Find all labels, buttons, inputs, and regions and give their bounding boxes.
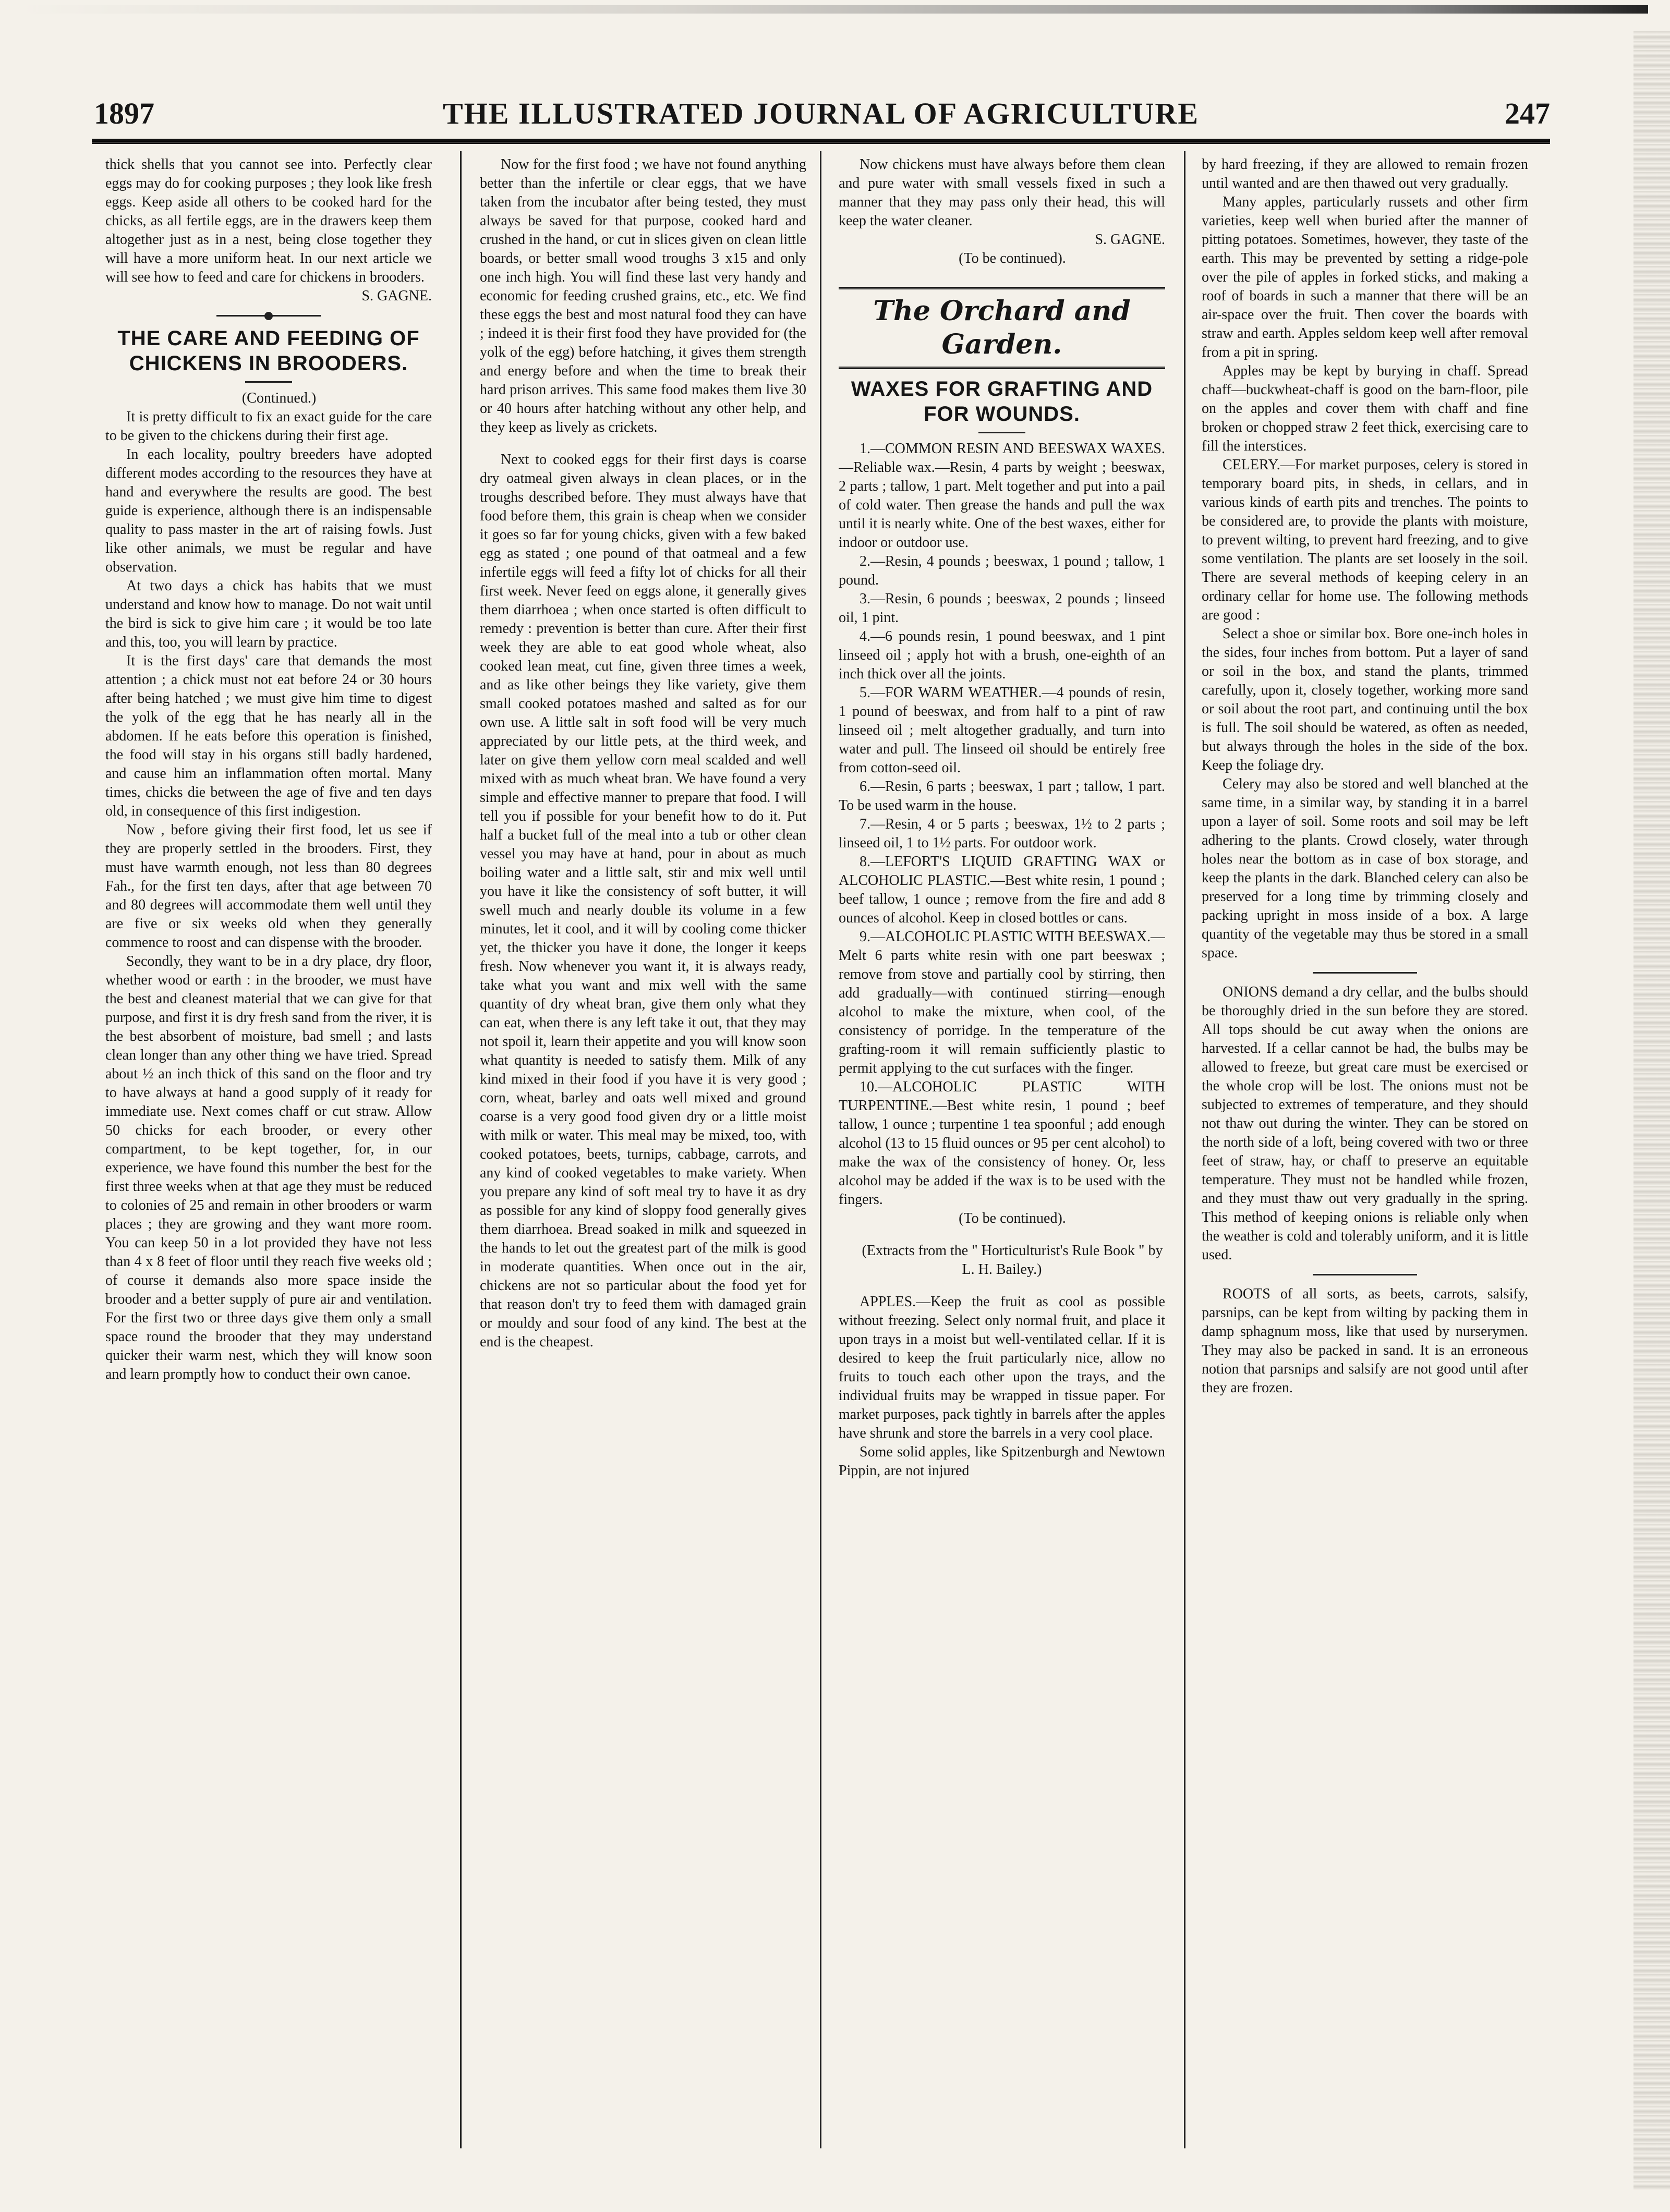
scan-top-edge: [21, 5, 1648, 14]
header-rule: [92, 139, 1550, 144]
column-4: [1202, 155, 1528, 2147]
journal-title: THE ILLUSTRATED JOURNAL OF AGRICULTURE: [442, 96, 1200, 130]
article-headline: THE CARE AND FEEDING OF CHICKENS IN BROODERS.: [117, 327, 420, 375]
column-1: [105, 155, 432, 2147]
paragraph: Many apples, particularly russets and other firm varieties, keep well when buried after the manner of pitting potatoes. Sometimes, however, they taste of the earth. This may be prevented by setting a ridge-pole over the pile of apples in forked sticks, and making a roof of boards in such a manner that there will be an air-space over the fruit. Then cover the boards with straw and earth. Apples seldom keep well after removal from a pit in spring.: [1202, 194, 1528, 360]
separator-ornament: [264, 312, 273, 320]
paragraph: It is the first days' care that demands the most attention ; a chick must not eat before 24 or 30 hours after being hatched ; we must give him time to digest the yolk of the egg that he has nearly all in the abdomen. If he eats before this operation is finished, the food will stay in his organs still badly hardened, and cause him an inflammation often mortal. Many times, chicks die between the age of five and ten days old, in consequence of this first indigestion.: [105, 653, 432, 819]
paragraph: ROOTS of all sorts, as beets, carrots, salsify, parsnips, can be kept from wilting by packing them in damp sphagnum moss, like that used by nurserymen. They may also be packed in sand. It is an erroneous notion that parsnips and salsify are not good until after they are frozen.: [1202, 1286, 1528, 1396]
paragraph: ONIONS demand a dry cellar, and the bulbs should be thoroughly dried in the sun before they are stored. All tops should be cut away when the onions are harvested. If a cellar cannot be had, the bulbs may be allowed to freeze, but great care must be exercised or the whole crop will be lost. The onions must not be subjected to extremes of temperature, and they should not thaw out during the winter. They can be stored on the north side of a loft, being covered with two or three feet of straw, hay, or chaff to preserve an equitable temperature. They must not be handled while frozen, and they must thaw out very gradually in the spring. This method of keeping onions is reliable only when the weather is cold and tolerably uniform, and it is little used.: [1202, 984, 1528, 1263]
section-heading: The Orchard and Garden.: [839, 287, 1165, 369]
column-divider: [820, 151, 821, 2148]
spacer: [480, 437, 806, 451]
paragraph: Now for the first food ; we have not found anything better than the infertile or clear eggs, that we have taken from the incubator after being tested, they must always be saved for that purpose, cooked hard and crushed in the hand, or cut in slices given on clean little boards, or better small wood troughs 3 x15 and only one inch high. You will find these last very handy and economic for feeding crushed grains, etc., etc. We find these eggs the best and most natural food they can have ; indeed it is their first food they have provided for (the yolk of the egg) before hatching, it gives them strength and energy before and when the time to break their hard prison arrives. This same food makes them live 30 or 40 hours after hatching without any other help, and they keep as lively as crickets.: [480, 156, 806, 435]
paragraph: CELERY.—For market purposes, celery is stored in temporary board pits, in sheds, in cellars, and in various kinds of earth pits and trenches. The points to be considered are, to provide the plants with moisture, to prevent wilting, to prevent hard freezing, and to give some ventilation. The plants are set loosely in the soil. There are several methods of keeping celery in an ordinary cellar for home use. The following methods are good :: [1202, 457, 1528, 623]
paragraph: Secondly, they want to be in a dry place, dry floor, whether wood or earth : in the brooder, we must have the best and cleanest material that we can give for that purpose, and first it is dry fresh sand from the river, it is the best absorbent of moisture, bad smell ; and lasts clean longer than any other thing we have tried. Spread about ½ an inch thick of this sand on the floor and try to have always at hand a good supply of it ready for immediate use. Next comes chaff or cut straw. Allow 50 chicks for each brooder, or every other compartment, to be kept together, for, in our experience, we have found this number the best for the first three weeks when at that age they must be reduced to colonies of 25 and remain in other brooders or warm places ; they are growing and they want more room. You can keep 50 in a lot provided they have not less than 4 x 8 feet of floor until they reach five weeks old ; of course it demands also more space inside the brooder and a better supply of pure air and ventilation. For the first two or three days give them only a small space round the brooder that they may understand quicker their warm nest, which they will know soon and learn promptly how to conduct their own canoe.: [105, 953, 432, 1382]
note-line: (To be continued).: [959, 250, 1066, 266]
short-rule: [978, 432, 1025, 433]
paragraph: by hard freezing, if they are allowed to remain frozen until wanted and are then thawed out very gradually.: [1202, 156, 1528, 191]
column-3: [839, 155, 1165, 2147]
column-divider: [1184, 151, 1185, 2148]
paragraph: 3.—Resin, 6 pounds ; beeswax, 2 pounds ; linseed oil, 1 pint.: [839, 591, 1165, 626]
paragraph: 5.—FOR WARM WEATHER.—4 pounds of resin, 1 pound of beeswax, and from half to a pint of raw linseed oil ; melt altogether gradually, and turn into water and pull. The linseed oil should be entirely free from cotton-seed oil.: [839, 685, 1165, 776]
paragraph: APPLES.—Keep the fruit as cool as possible without freezing. Select only normal fruit, and place it upon trays in a moist but well-ventilated cellar. If it is desired to keep the fruit particularly nice, allow no fruits to touch each other upon the trays, and the individual fruits may be wrapped in tissue paper. For market purposes, pack tightly in barrels after the apples have shrunk and store the barrels in a very cool place.: [839, 1294, 1165, 1441]
note-line: (Extracts from the " Horticulturist's Rule Book " by L. H. Bailey.): [862, 1243, 1163, 1278]
paragraph: 10.—ALCOHOLIC PLASTIC WITH TURPENTINE.—Best white resin, 1 pound ; beef tallow, 1 ounce ; turpentine 1 tea spoonful ; add enough alcohol (13 to 15 fluid ounces or 95 per cent alcohol) to make the wax of the consistency of honey. Or, less alcohol may be added if the wax is to be used with the fingers.: [839, 1079, 1165, 1208]
note-line: (To be continued).: [959, 1210, 1066, 1226]
paragraph: Select a shoe or similar box. Bore one-inch holes in the sides, four inches from bottom. Put a layer of sand or soil in the box, and stand the plants, trimmed carefully, upon it, closely together, working more sand or soil about the root part, and continuing until the box is full. The soil should be watered, as often as needed, but always through the holes in the side of the box. Keep the foliage dry.: [1202, 626, 1528, 773]
short-rule: [245, 381, 292, 383]
article-headline: WAXES FOR GRAFTING AND FOR WOUNDS.: [851, 378, 1153, 426]
paragraph: In each locality, poultry breeders have adopted different modes according to the resources they have at hand and everywhere the results are good. The best guide is experience, although there is an indispensable quality to pass master in the art of raising fowls. Just like other animals, we must be regular and have observation.: [105, 446, 432, 575]
page-number: 247: [1505, 96, 1550, 130]
paragraph: 1.—COMMON RESIN AND BEESWAX WAXES.—Reliable wax.—Resin, 4 parts by weight ; beeswax, 2 parts ; tallow, 1 part. Melt together and put into a pail of cold water. Then grease the hands and pull the wax until it is nearly white. One of the best waxes, either for indoor or outdoor use.: [839, 441, 1165, 551]
page-year: 1897: [94, 96, 154, 130]
paragraph: thick shells that you cannot see into. Perfectly clear eggs may do for cooking purposes ; they look like fresh eggs. Keep aside all others to be cooked hard for the chicks, as all fertile eggs, are in the drawers keep them altogether just as in a nest, being close together they will have a more uniform heat. In our next article we will see how to feed and care for chickens in brooders.: [105, 156, 432, 285]
spacer: [839, 1279, 1165, 1293]
article-separator: [1313, 972, 1417, 974]
article-separator: [216, 315, 321, 317]
paragraph: 7.—Resin, 4 or 5 parts ; beeswax, 1½ to 2 parts ; linseed oil, 1 to 1½ parts. For outdoor work.: [839, 816, 1165, 851]
paragraph: Now , before giving their first food, let us see if they are properly settled in the brooders. First, they must have warmth enough, not less than 80 degrees Fah., for the first ten days, after that age between 70 and 80 degrees will accommodate them well until they are five or six weeks old when they generally commence to roost and can dispense with the brooder.: [105, 822, 432, 951]
author-signature: S. GAGNE.: [1095, 232, 1165, 248]
article-separator: [1313, 1274, 1417, 1275]
column-divider: [460, 151, 462, 2148]
paragraph: Celery may also be stored and well blanched at the same time, in a similar way, by standing it in a barrel upon a layer of soil. Some roots and soil may be left adhering to the plants. Crowd closely, water through holes near the bottom as in case of box storage, and keep the plants in the dark. Blanched celery can also be preserved for a long time by trimming closely and packing upright in moss inside of a box. A large quantity of the vegetable may thus be stored in a small space.: [1202, 776, 1528, 961]
author-signature: S. GAGNE.: [361, 288, 432, 304]
paragraph: 6.—Resin, 6 parts ; beeswax, 1 part ; tallow, 1 part. To be used warm in the house.: [839, 779, 1165, 813]
masthead: [92, 93, 1550, 135]
paragraph: It is pretty difficult to fix an exact guide for the care to be given to the chickens during their first age.: [105, 409, 432, 444]
paragraph: 9.—ALCOHOLIC PLASTIC WITH BEESWAX.—Melt 6 parts white resin with one part beeswax ; remove from stove and partially cool by stirring, then add gradually—with continued stirring—enough alcohol to make the mixture, when cool, of the consistency of porridge. In the temperature of the grafting-room it will remain sufficiently plastic to permit applying to the cut surfaces with the finger.: [839, 929, 1165, 1076]
scan-right-edge: [1633, 31, 1670, 2190]
paragraph: 2.—Resin, 4 pounds ; beeswax, 1 pound ; tallow, 1 pound.: [839, 553, 1165, 588]
paragraph: Apples may be kept by burying in chaff. Spread chaff—buckwheat-chaff is good on the barn-floor, pile on the apples and cover them with chaff and fine broken or chopped straw 2 feet thick, exercising care to fill the interstices.: [1202, 363, 1528, 454]
paragraph: Next to cooked eggs for their first days is coarse dry oatmeal given always in clean places, or in the troughs described before. They must always have that food before them, this grain is cheap when we consider it goes so far for young chicks, given with a few baked egg as stated ; one pound of that oatmeal and a few infertile eggs will feed a fifty lot of chicks for all their first week. Never feed on eggs alone, it generally gives them diarrhoea ; when once started is often difficult to remedy : prevention is better than cure. After their first week they are able to eat good whole wheat, also cooked lean meat, cut fine, given three times a week, and as like other beings they like variety, give them small cooked potatoes mashed and salted as for our own use. A little salt in soft food will be very much appreciated by our little pets, at the third week, and later on give them yellow corn meal scalded and well mixed with as much wheat bran. We have found a very simple and effective manner to prepare that food. I will tell you if possible for your benefit how to do it. Put half a bucket full of the meal into a tub or other clean vessel you may have at hand, pour in about as much boiling water and a little salt, stir and mix well until you have it like the consistency of soft butter, it will swell much and nearly double its volume in a few minutes, let it cool, and it will by cooling come thicker yet, the thicker you have it done, the longer it keeps fresh. Now whenever you want it, it is always ready, take what you want and mix well with the same quantity of dry wheat bran, give them only what they can eat, when there is any left take it out, that they may not spoil it, learn their appetite and you will know soon what quantity is needed to satisfy them. Milk of any kind mixed in their food if you have it is very good ; corn, wheat, barley and oats well mixed and ground coarse is a very good food given dry or a little moist with milk or water. This meal may be mixed, too, with cooked potatoes, beets, turnips, cabbage, carrots, and any kind of cooked vegetables to make variety. When you prepare any kind of soft meal try to have it as dry as possible for any kind of sloppy food generally gives them diarrhoea. Bread soaked in milk and squeezed in the hands to let out the greatest part of the milk is good in moderate quantities. When once out in the air, chickens are not so particular about the food yet for that reason don't try to feed them with damaged grain or mouldy and sour food of any kind. The best at the end is the cheapest.: [480, 452, 806, 1350]
spacer: [839, 1228, 1165, 1242]
paragraph: 8.—LEFORT'S LIQUID GRAFTING WAX or ALCOHOLIC PLASTIC.—Best white resin, 1 pound ; beef tallow, 1 ounce ; remove from the fire and add 8 ounces of alcohol. Keep in closed bottles or cans.: [839, 854, 1165, 926]
paragraph: 4.—6 pounds resin, 1 pound beeswax, and 1 pint linseed oil ; apply hot with a brush, one-eighth of an inch thick over all the joints.: [839, 628, 1165, 682]
paragraph: Some solid apples, like Spitzenburgh and Newtown Pippin, are not injured: [839, 1444, 1165, 1479]
spacer: [839, 268, 1165, 282]
column-2: [480, 155, 806, 2147]
paragraph: Now chickens must have always before them clean and pure water with small vessels fixed in such a manner that they may pass only their head, this will keep the water cleaner.: [839, 156, 1165, 229]
note-line: (Continued.): [241, 390, 317, 406]
paragraph: At two days a chick has habits that we must understand and know how to manage. Do not wait until the bird is sick to give him care ; it would be too late and this, too, you will learn by practice.: [105, 578, 432, 650]
